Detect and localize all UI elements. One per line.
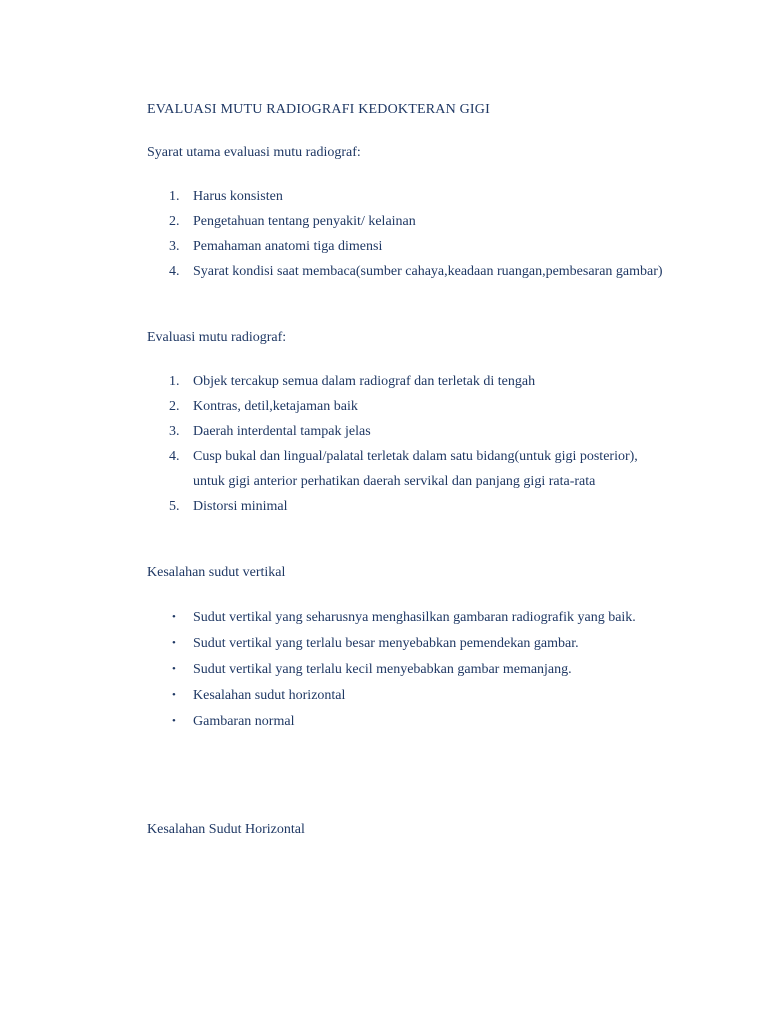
list-syarat <box>147 184 667 284</box>
list-item-text: Pemahaman anatomi tiga dimensi <box>193 239 383 254</box>
section-heading-vertikal: Kesalahan sudut vertikal <box>147 565 286 580</box>
list-item <box>147 259 667 284</box>
list-item-text: Sudut vertikal yang terlalu besar menyebabkan pemendekan gambar. <box>193 636 579 651</box>
bullet-icon: • <box>172 611 176 623</box>
list-number: 3. <box>169 239 180 254</box>
list-item <box>147 369 667 394</box>
list-number: 2. <box>169 214 180 229</box>
list-item-text: Distorsi minimal <box>193 499 288 514</box>
list-item-text: Pengetahuan tentang penyakit/ kelainan <box>193 214 416 229</box>
list-number: 1. <box>169 189 180 204</box>
list-item <box>147 494 667 519</box>
list-item-text: Cusp bukal dan lingual/palatal terletak dalam satu bidang(untuk gigi posterior), untuk gigi anterior perhatikan daerah servikal dan panjang gigi rata-rata <box>193 449 638 489</box>
list-item-text: Daerah interdental tampak jelas <box>193 424 371 439</box>
list-item <box>147 683 667 708</box>
bullet-icon: • <box>172 637 176 649</box>
list-item-text: Kontras, detil,ketajaman baik <box>193 399 358 414</box>
list-number: 2. <box>169 399 180 414</box>
bullet-icon: • <box>172 663 176 675</box>
document-title: EVALUASI MUTU RADIOGRAFI KEDOKTERAN GIGI <box>147 102 490 117</box>
list-item <box>147 631 667 656</box>
list-item-text: Syarat kondisi saat membaca(sumber cahaya,keadaan ruangan,pembesaran gambar) <box>193 264 663 279</box>
list-item-text: Sudut vertikal yang terlalu kecil menyebabkan gambar memanjang. <box>193 662 572 677</box>
list-item-text: Harus konsisten <box>193 189 283 204</box>
bullet-icon: • <box>172 715 176 727</box>
list-item-text: Gambaran normal <box>193 714 295 729</box>
list-number: 4. <box>169 264 180 279</box>
section-heading-evaluasi: Evaluasi mutu radiograf: <box>147 330 287 345</box>
list-number: 4. <box>169 449 180 464</box>
list-item <box>147 709 667 734</box>
list-number: 1. <box>169 374 180 389</box>
section-heading-horizontal: Kesalahan Sudut Horizontal <box>147 822 305 837</box>
list-vertikal <box>147 605 667 735</box>
list-evaluasi <box>147 369 667 519</box>
list-item <box>147 184 667 209</box>
list-item <box>147 209 667 234</box>
list-item <box>147 419 667 444</box>
list-number: 3. <box>169 424 180 439</box>
list-item-text: Objek tercakup semua dalam radiograf dan terletak di tengah <box>193 374 536 389</box>
list-item <box>147 394 667 419</box>
list-item <box>147 657 667 682</box>
list-item-text: Sudut vertikal yang seharusnya menghasilkan gambaran radiografik yang baik. <box>193 610 636 625</box>
list-number: 5. <box>169 499 180 514</box>
bullet-icon: • <box>172 689 176 701</box>
list-item <box>147 605 667 630</box>
list-item <box>147 234 667 259</box>
section-heading-syarat: Syarat utama evaluasi mutu radiograf: <box>147 145 361 160</box>
list-item <box>147 444 667 494</box>
list-item-text: Kesalahan sudut horizontal <box>193 688 346 703</box>
